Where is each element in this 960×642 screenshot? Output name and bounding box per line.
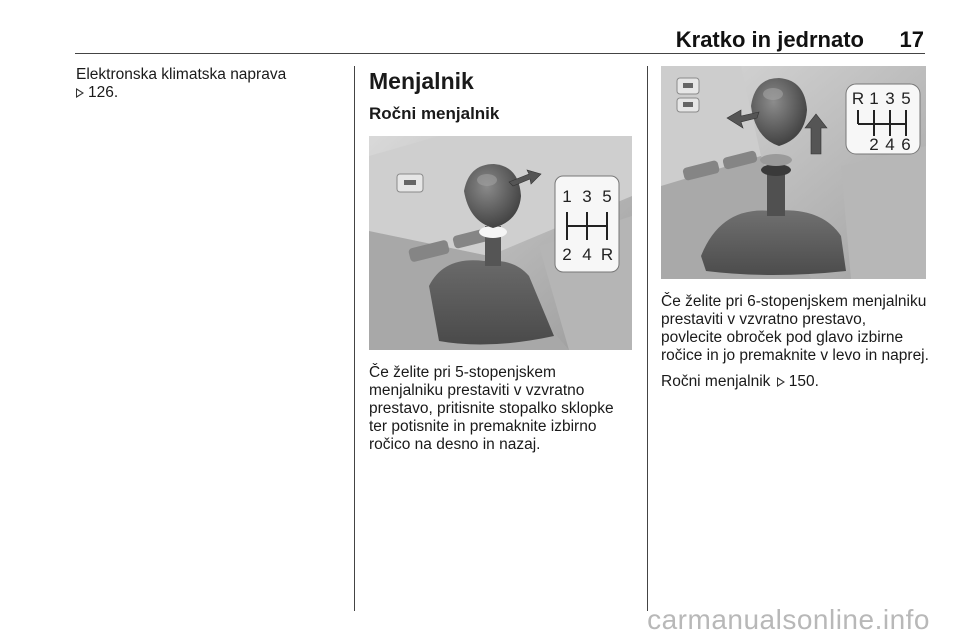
gear-label: 1 — [869, 89, 879, 108]
gear-label: 3 — [885, 89, 895, 108]
gear-label: 1 — [562, 187, 572, 206]
subsection-heading: Ročni menjalnik — [369, 104, 500, 123]
gear-label: 2 — [869, 135, 879, 154]
column-1 — [76, 66, 346, 102]
gear-label: 3 — [582, 187, 592, 206]
page-number: 17 — [899, 27, 924, 52]
gear-label: 4 — [582, 245, 592, 264]
header-title: Kratko in jedrnato — [675, 27, 864, 52]
climate-control-ref[interactable] — [76, 84, 346, 102]
section-heading: Menjalnik — [369, 68, 474, 94]
page-reference-arrow-icon — [777, 377, 785, 387]
gear-label: 2 — [562, 245, 572, 264]
gear-label: R — [600, 245, 614, 264]
five-speed-reverse-instructions: Če želite pri 5-stopenjskem menjalniku prestaviti v vzvratno prestavo, pritisnite stopalko sklopke ter potisnite in premaknite izbirno ročico na desno in nazaj. — [369, 364, 614, 453]
manual-gearbox-5-speed-illustration — [369, 136, 632, 350]
gear-label: 5 — [602, 187, 612, 206]
manual-gearbox-ref-page: 150. — [788, 373, 819, 390]
watermark: carmanualsonline.info — [647, 604, 930, 635]
gear-label: 4 — [885, 135, 895, 154]
column-3 — [661, 66, 929, 399]
manual-gearbox-6-speed-illustration — [661, 66, 926, 279]
climate-control-ref-page: 126. — [88, 84, 119, 101]
header-rule — [75, 53, 925, 54]
column-divider-1 — [354, 66, 355, 611]
climate-control-ref-text: Elektronska klimatska naprava — [76, 66, 287, 83]
manual-gearbox-ref-text: Ročni menjalnik — [661, 373, 771, 390]
manual-gearbox-ref[interactable] — [661, 373, 929, 391]
gear-label: 6 — [901, 135, 911, 154]
column-divider-2 — [647, 66, 648, 611]
six-speed-reverse-instructions: Če želite pri 6-stopenjskem menjalniku prestaviti v vzvratno prestavo, povlecite obroček pod glavo izbirne ročice in jo premaknite v levo in naprej. — [661, 293, 929, 364]
column-2 — [369, 66, 634, 462]
gear-label: 5 — [901, 89, 911, 108]
gear-label: R — [851, 89, 865, 108]
page-reference-arrow-icon — [76, 88, 84, 98]
